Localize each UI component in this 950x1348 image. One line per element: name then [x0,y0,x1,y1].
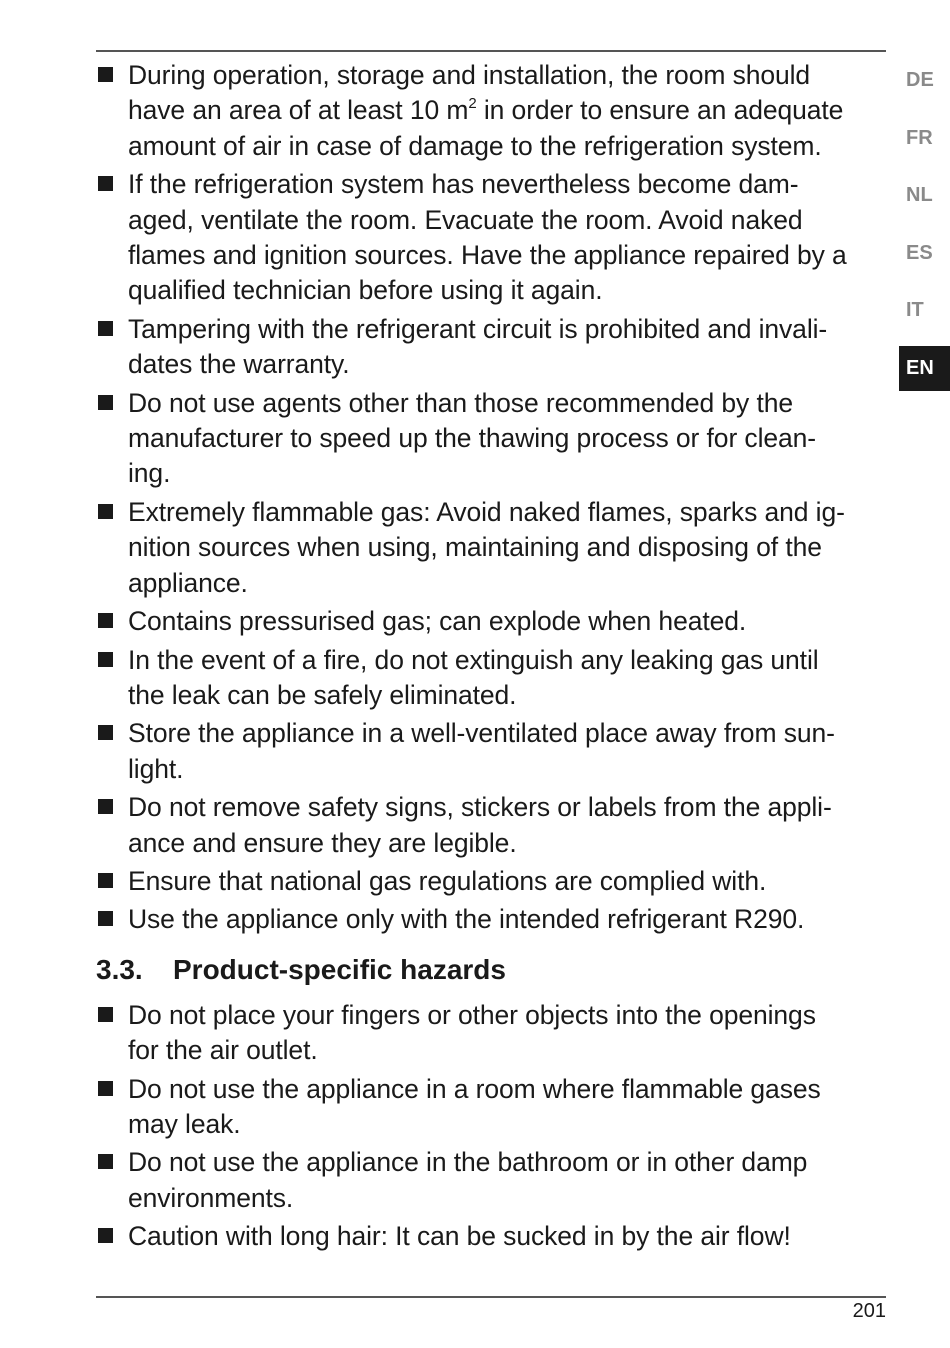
text-line: qualified technician before using it again. [128,275,603,306]
text-line: Store the appliance in a well-ventilated place away from sun- [128,718,835,749]
text-segment: have an area of at least 10 m [128,95,469,126]
text-line: Extremely flammable gas: Avoid naked flames, sparks and ig- [128,496,845,527]
text-line: Tampering with the refrigerant circuit is prohibited and invali- [128,313,828,344]
square-bullet-icon [98,321,113,336]
square-bullet-icon [98,1007,113,1022]
square-bullet-icon [98,1228,113,1243]
square-bullet-icon [98,176,113,191]
text-line: ing. [128,458,171,489]
square-bullet-icon [98,652,113,667]
square-bullet-icon [98,799,113,814]
language-tab-fr[interactable]: FR [906,126,933,149]
superscript: 2 [468,95,477,113]
text-segment: in order to ensure an adequate [476,95,844,126]
language-tab-nl[interactable]: NL [906,184,933,207]
page-content [96,58,886,1258]
text-line: appliance. [128,567,248,598]
list-item [96,604,886,639]
text-line: nition sources when using, maintaining and disposing of the [128,532,822,563]
square-bullet-icon [98,504,113,519]
square-bullet-icon [98,613,113,628]
text-line: During operation, storage and installation, the room should [128,60,811,90]
list-item [96,1219,886,1254]
text-line: for the air outlet. [128,1035,318,1066]
list-item [96,495,886,601]
text-line: Do not use agents other than those recommended by the [128,387,793,418]
text-line: Contains pressurised gas; can explode when heated. [128,606,747,637]
text-line: the leak can be safely eliminated. [128,679,517,710]
list-item [96,790,886,861]
section-heading [96,952,886,988]
text-line: environments. [128,1182,294,1213]
text-line: flames and ignition sources. Have the appliance repaired by a [128,240,847,271]
language-tab-it[interactable]: IT [906,299,924,322]
language-tab-es[interactable]: ES [906,241,933,264]
list-item [96,716,886,787]
top-rule [96,50,886,52]
text-line: may leak. [128,1108,241,1139]
language-tab-en[interactable]: EN [899,346,950,391]
product-hazards-list [96,998,886,1255]
list-item [96,902,886,937]
text-line: amount of air in case of damage to the refrigeration system. [128,130,822,161]
square-bullet-icon [98,67,113,82]
square-bullet-icon [98,395,113,410]
section-number: 3.3. [96,953,143,985]
text-line: Do not remove safety signs, stickers or labels from the appli- [128,792,832,823]
square-bullet-icon [98,1154,113,1169]
list-item [96,643,886,714]
list-item [96,1072,886,1143]
list-item [96,167,886,309]
square-bullet-icon [98,1081,113,1096]
text-line: Caution with long hair: It can be sucked in by the air flow! [128,1221,791,1252]
text-line: Ensure that national gas regulations are complied with. [128,865,767,896]
list-item [96,864,886,899]
section-title: Product-specific hazards [173,953,506,985]
text-line: aged, ventilate the room. Evacuate the room. Avoid naked [128,204,803,235]
text-line: Do not use the appliance in a room where flammable gases [128,1073,821,1104]
list-item [96,58,886,164]
list-item [96,312,886,383]
language-tab-de[interactable]: DE [906,69,934,91]
list-item [96,1145,886,1216]
text-line: ance and ensure they are legible. [128,827,517,858]
text-line: Do not place your fingers or other objects into the openings [128,999,816,1030]
safety-bullet-list [96,58,886,938]
list-item [96,998,886,1069]
text-line: Use the appliance only with the intended refrigerant R290. [128,904,805,935]
text-line [128,93,886,128]
text-line: Do not use the appliance in the bathroom or in other damp [128,1147,808,1178]
square-bullet-icon [98,725,113,740]
bottom-rule [96,1296,886,1298]
list-item [96,386,886,492]
square-bullet-icon [98,873,113,888]
text-line: manufacturer to speed up the thawing process or for clean- [128,423,817,454]
square-bullet-icon [98,911,113,926]
text-line: In the event of a fire, do not extinguish any leaking gas until [128,644,819,675]
language-tabs [899,58,950,404]
page-number: 201 [852,1300,886,1322]
text-line: dates the warranty. [128,349,350,380]
text-line: If the refrigeration system has nevertheless become dam- [128,169,799,200]
text-line: light. [128,753,184,784]
